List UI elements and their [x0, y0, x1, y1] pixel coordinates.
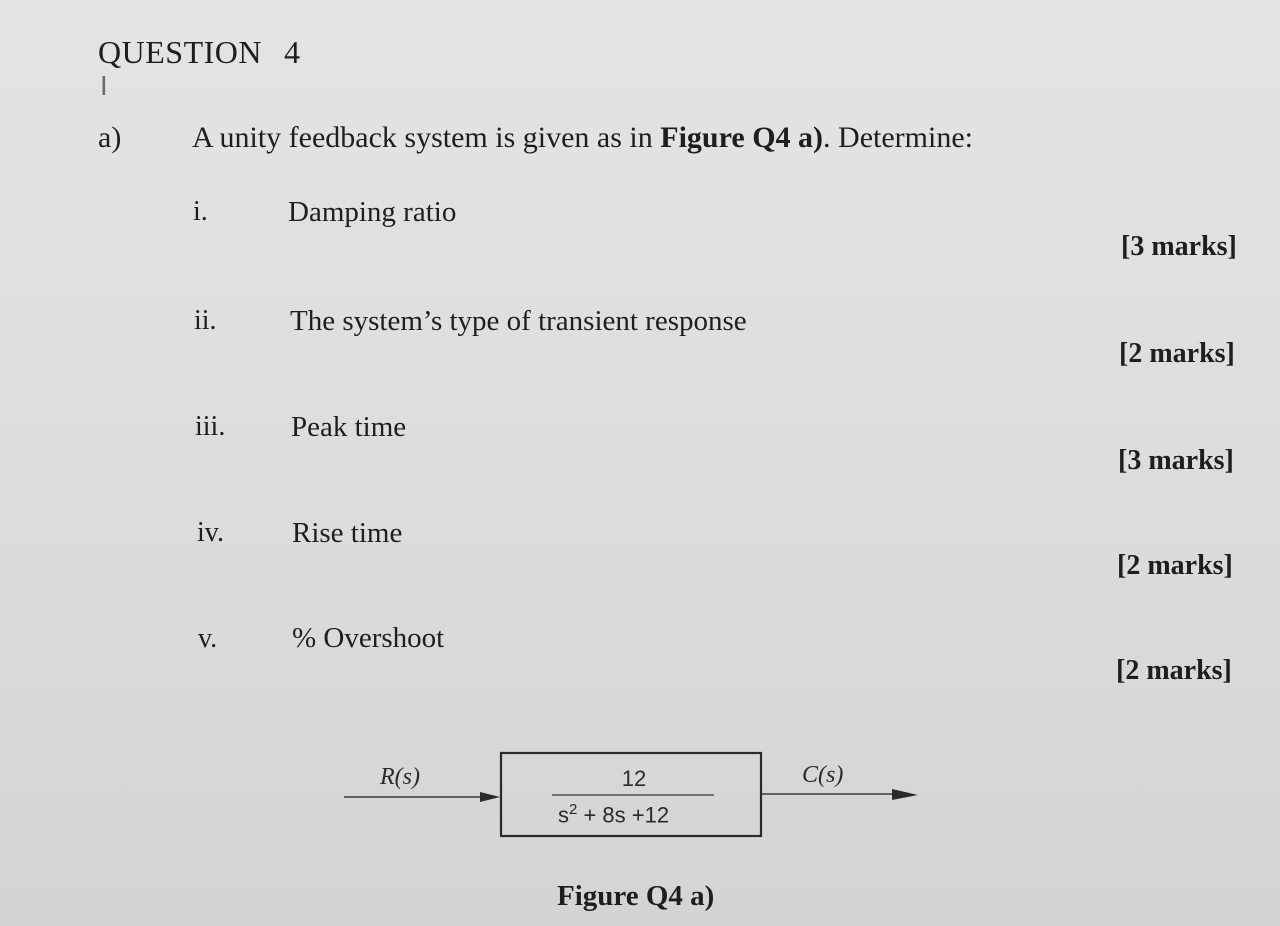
den-rest: + 8s +12 — [577, 802, 670, 828]
question-title — [98, 34, 300, 71]
item-number: v. — [198, 623, 218, 654]
den-base: s — [558, 802, 569, 828]
part-a-label: a) — [98, 121, 122, 154]
tf-denominator — [558, 801, 669, 828]
input-arrowhead-icon — [480, 792, 500, 802]
part-a-prompt — [192, 121, 973, 155]
figure-caption: Figure Q4 a) — [557, 880, 715, 912]
prompt-prefix: A unity feedback system is given as in — [192, 121, 661, 154]
item-number: iv. — [197, 517, 224, 548]
block-diagram — [330, 740, 950, 860]
question-label: QUESTION — [98, 34, 262, 70]
output-signal-label: C(s) — [802, 762, 844, 788]
item-number: i. — [193, 196, 208, 227]
den-exponent: 2 — [569, 801, 578, 818]
item-text: The system’s type of transient response — [290, 305, 747, 337]
text-cursor-icon: I — [100, 72, 108, 102]
question-number: 4 — [283, 34, 301, 70]
item-marks: [2 marks] — [1116, 655, 1232, 686]
output-arrowhead-icon — [892, 789, 918, 800]
item-number: iii. — [195, 411, 226, 442]
item-marks: [2 marks] — [1119, 338, 1235, 369]
input-signal-label: R(s) — [380, 764, 420, 790]
block-diagram-svg — [330, 740, 950, 860]
item-text: % Overshoot — [292, 622, 445, 654]
prompt-suffix: . Determine: — [823, 121, 973, 154]
tf-numerator: 12 — [621, 766, 647, 791]
item-text: Rise time — [292, 517, 403, 549]
item-number: ii. — [194, 305, 217, 336]
item-text: Peak time — [291, 411, 407, 443]
item-marks: [3 marks] — [1118, 445, 1234, 476]
item-marks: [2 marks] — [1117, 550, 1233, 581]
item-text: Damping ratio — [288, 196, 457, 228]
prompt-figure-ref: Figure Q4 a) — [660, 121, 824, 154]
item-marks: [3 marks] — [1121, 231, 1237, 262]
